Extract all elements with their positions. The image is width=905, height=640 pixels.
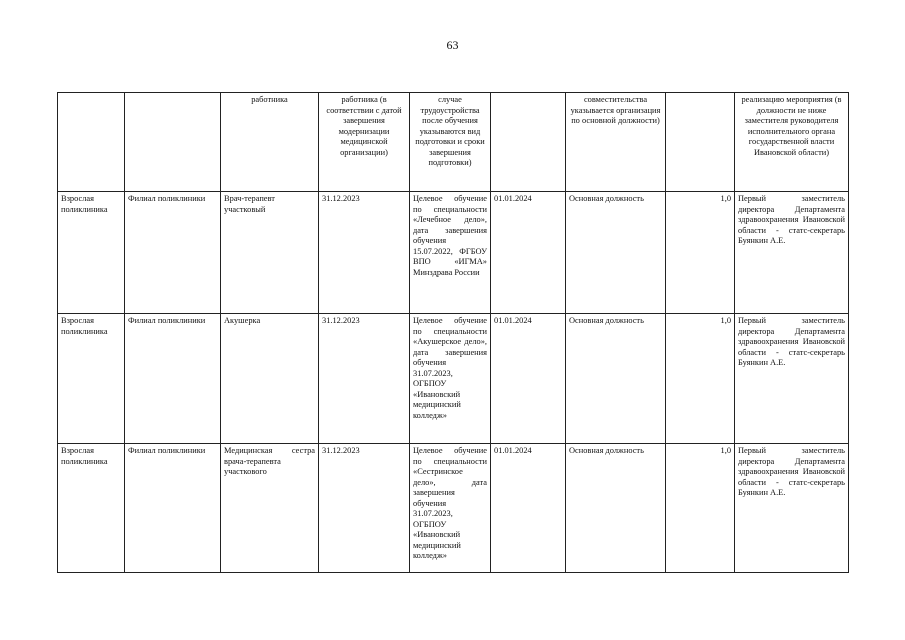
training-cell: Целевое обучение по специальности «Лечебное дело», дата завершения обучения 15.07.2022, ФГБОУ ВПО «ИГМА» Минздрава России xyxy=(410,192,491,314)
unit-cell: Филиал поликлиники xyxy=(125,192,221,314)
header-cell: совместительства указывается организация по основной должности) xyxy=(566,93,666,192)
table-row xyxy=(58,314,849,444)
unit-cell: Филиал поликлиники xyxy=(125,444,221,573)
rate-cell: 1,0 xyxy=(666,444,735,573)
header-cell xyxy=(666,93,735,192)
responsible-cell: Первый заместитель директора Департамента здравоохранения Ивановской области - статс-секретарь Буянкин А.Е. xyxy=(735,444,849,573)
employment-cell: Основная должность xyxy=(566,192,666,314)
header-cell: реализацию мероприятия (в должности не ниже заместителя руководителя исполнительного органа государственной власти Ивановской области) xyxy=(735,93,849,192)
responsible-cell: Первый заместитель директора Департамента здравоохранения Ивановской области - статс-секретарь Буянкин А.Е. xyxy=(735,192,849,314)
date-cell: 31.12.2023 xyxy=(319,314,410,444)
start-date-cell: 01.01.2024 xyxy=(491,192,566,314)
header-cell: работника xyxy=(221,93,319,192)
start-date-cell: 01.01.2024 xyxy=(491,314,566,444)
position-cell: Акушерка xyxy=(221,314,319,444)
division-cell: Взрослая поликлиника xyxy=(58,444,125,573)
header-cell xyxy=(491,93,566,192)
header-cell xyxy=(58,93,125,192)
employment-cell: Основная должность xyxy=(566,314,666,444)
table-header-row xyxy=(58,93,849,192)
header-cell: работника (в соответствии с датой завершения модернизации медицинской организации) xyxy=(319,93,410,192)
position-cell: Врач-терапевт участковый xyxy=(221,192,319,314)
rate-cell: 1,0 xyxy=(666,314,735,444)
start-date-cell: 01.01.2024 xyxy=(491,444,566,573)
responsible-cell: Первый заместитель директора Департамента здравоохранения Ивановской области - статс-секретарь Буянкин А.Е. xyxy=(735,314,849,444)
unit-cell: Филиал поликлиники xyxy=(125,314,221,444)
date-cell: 31.12.2023 xyxy=(319,192,410,314)
position-cell: Медицинская сестра врача-терапевта участкового xyxy=(221,444,319,573)
rate-cell: 1,0 xyxy=(666,192,735,314)
header-cell: случае трудоустройства после обучения указываются вид подготовки и сроки завершения подготовки) xyxy=(410,93,491,192)
division-cell: Взрослая поликлиника xyxy=(58,192,125,314)
staffing-table xyxy=(57,92,849,573)
date-cell: 31.12.2023 xyxy=(319,444,410,573)
table-row xyxy=(58,192,849,314)
employment-cell: Основная должность xyxy=(566,444,666,573)
division-cell: Взрослая поликлиника xyxy=(58,314,125,444)
table-row xyxy=(58,444,849,573)
header-cell xyxy=(125,93,221,192)
training-cell: Целевое обучение по специальности «Сестринское дело», дата завершения обучения 31.07.2023, ОГБПОУ «Ивановский медицинский колледж» xyxy=(410,444,491,573)
training-cell: Целевое обучение по специальности «Акушерское дело», дата завершения обучения 31.07.2023, ОГБПОУ «Ивановский медицинский колледж» xyxy=(410,314,491,444)
page-number: 63 xyxy=(446,38,459,52)
